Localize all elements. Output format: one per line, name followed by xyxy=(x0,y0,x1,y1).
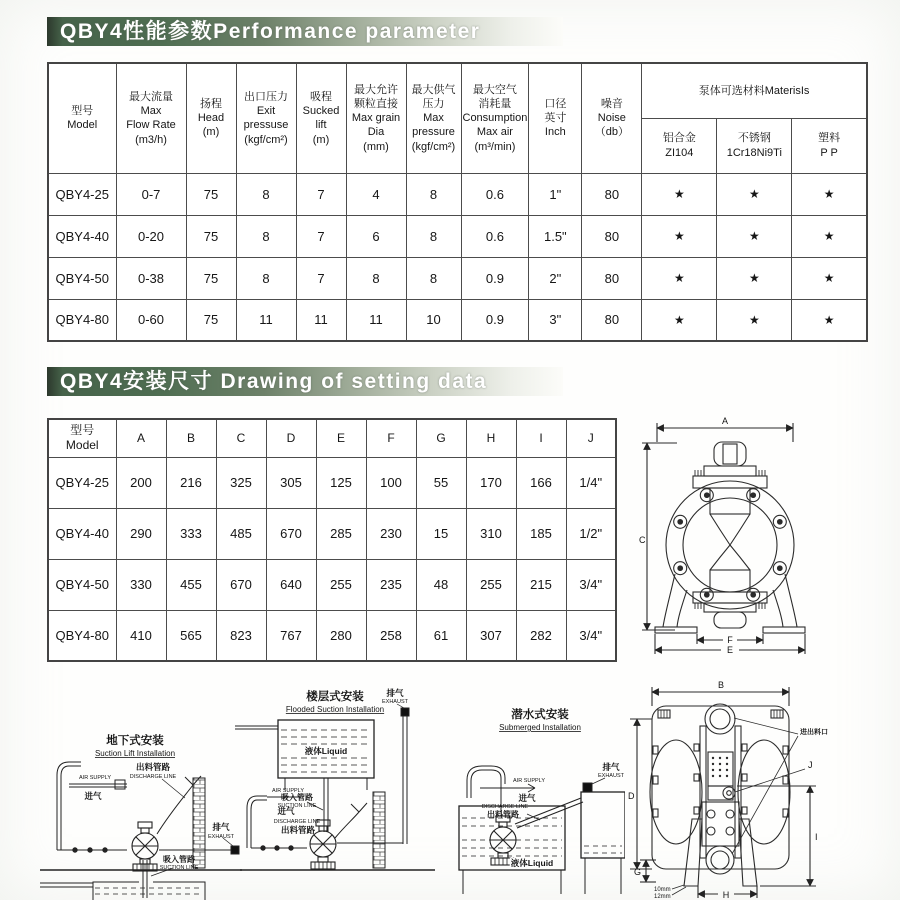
value-cell: 670 xyxy=(266,508,316,559)
submerged-title-en: Submerged Installation xyxy=(499,723,581,732)
value-cell: 8 xyxy=(406,173,461,215)
perf-header-inch: 口径 英寸 Inch xyxy=(529,63,582,173)
dims-header-D: D xyxy=(266,419,316,457)
dims-header-E: E xyxy=(316,419,366,457)
side-view-lines xyxy=(630,687,816,898)
dims-header-I: I xyxy=(516,419,566,457)
dimensions-table-head xyxy=(48,419,616,457)
performance-table-body xyxy=(48,173,867,341)
dim-f-label: F xyxy=(727,635,733,645)
exhaust-label-zh: 排气 xyxy=(602,762,620,772)
air-supply-label-en: AIR SUPPLY xyxy=(79,775,111,781)
material-star-cell: ★ xyxy=(642,257,717,299)
dims-table-row xyxy=(48,610,616,661)
dims-header-H: H xyxy=(466,419,516,457)
value-cell: 410 xyxy=(116,610,166,661)
exhaust-label-zh: 排气 xyxy=(212,822,230,832)
performance-table-head xyxy=(48,63,867,173)
model-cell: QBY4-40 xyxy=(48,508,116,559)
dims-header-model: 型号 Model xyxy=(48,419,116,457)
value-cell: 75 xyxy=(186,173,236,215)
value-cell: 80 xyxy=(582,215,642,257)
dims-table-row xyxy=(48,559,616,610)
value-cell: 80 xyxy=(582,299,642,341)
air-supply-label-en: AIR SUPPLY xyxy=(272,788,304,794)
value-cell: 6 xyxy=(346,215,406,257)
note-12mm: 12mm xyxy=(654,894,671,900)
value-cell: 640 xyxy=(266,559,316,610)
dim-h-label: H xyxy=(722,890,730,900)
value-cell: 125 xyxy=(316,457,366,508)
value-cell: 8 xyxy=(236,257,296,299)
material-star-cell: ★ xyxy=(642,299,717,341)
value-cell: 0.9 xyxy=(461,299,529,341)
value-cell: 0-7 xyxy=(116,173,186,215)
performance-table xyxy=(47,62,868,342)
perf-header-model: 型号 Model xyxy=(48,63,116,173)
dims-header-B: B xyxy=(166,419,216,457)
value-cell: 310 xyxy=(466,508,516,559)
discharge-line-label-en: DISCHARGE LINE xyxy=(129,774,177,780)
exhaust-label-en: EXHAUST xyxy=(208,834,234,840)
value-cell: 100 xyxy=(366,457,416,508)
suction-lift-title-zh: 地下式安装 xyxy=(106,735,164,747)
dims-header-A: A xyxy=(116,419,166,457)
dims-table-row xyxy=(48,508,616,559)
value-cell: 3" xyxy=(529,299,582,341)
air-supply-label-zh: 进气 xyxy=(518,793,536,803)
dims-header-F: F xyxy=(366,419,416,457)
material-star-cell: ★ xyxy=(792,299,867,341)
value-cell: 8 xyxy=(236,173,296,215)
value-cell: 216 xyxy=(166,457,216,508)
suction-line-label-en: SUCTION LINE xyxy=(159,865,199,871)
perf-table-row xyxy=(48,173,867,215)
value-cell: 767 xyxy=(266,610,316,661)
value-cell: 0-38 xyxy=(116,257,186,299)
value-cell: 80 xyxy=(582,173,642,215)
perf-header-head: 扬程 Head (m) xyxy=(186,63,236,173)
perf-header-max-grain: 最大允许 颗粒直接 Max grain Dia (mm) xyxy=(346,63,406,173)
dim-d-label: D xyxy=(628,791,635,801)
model-cell: QBY4-25 xyxy=(48,457,116,508)
discharge-line-label-zh: 出料管路 xyxy=(280,825,316,835)
perf-table-row xyxy=(48,257,867,299)
value-cell: 485 xyxy=(216,508,266,559)
suction-lift-title-en: Suction Lift Installation xyxy=(94,749,176,758)
material-star-cell: ★ xyxy=(792,215,867,257)
performance-section-banner: QBY4性能参数Performance parameter xyxy=(47,17,563,46)
material-star-cell: ★ xyxy=(642,173,717,215)
material-star-cell: ★ xyxy=(792,257,867,299)
value-cell: 0-60 xyxy=(116,299,186,341)
dim-c-label: C xyxy=(639,535,646,545)
pump-front-view-drawing xyxy=(635,412,890,670)
material-star-cell: ★ xyxy=(717,215,792,257)
value-cell: 8 xyxy=(406,257,461,299)
value-cell: 15 xyxy=(416,508,466,559)
material-star-cell: ★ xyxy=(717,173,792,215)
value-cell: 235 xyxy=(366,559,416,610)
value-cell: 307 xyxy=(466,610,516,661)
value-cell: 1/2" xyxy=(566,508,616,559)
model-cell: QBY4-80 xyxy=(48,299,116,341)
materials-group-header: 泵体可选材料MaterisIs xyxy=(642,63,867,118)
dimensions-table-body xyxy=(48,457,616,661)
value-cell: 7 xyxy=(296,215,346,257)
value-cell: 200 xyxy=(116,457,166,508)
material-star-cell: ★ xyxy=(792,173,867,215)
perf-table-row xyxy=(48,299,867,341)
discharge-line-label-en: DISCHARGE LINE xyxy=(481,804,529,810)
perf-header-max-air-pressure: 最大供气 压力 Max pressure (kgf/cm²) xyxy=(406,63,461,173)
value-cell: 330 xyxy=(116,559,166,610)
material-header-1: 不锈钢 1Cr18Ni9Ti xyxy=(717,118,792,173)
material-star-cell: ★ xyxy=(717,257,792,299)
value-cell: 1/4" xyxy=(566,457,616,508)
dim-e-label: E xyxy=(726,645,734,655)
dims-header-J: J xyxy=(566,419,616,457)
value-cell: 11 xyxy=(296,299,346,341)
value-cell: 8 xyxy=(406,215,461,257)
value-cell: 0.6 xyxy=(461,173,529,215)
pump-side-view-drawing xyxy=(622,674,900,900)
perf-header-exit-pressure: 出口压力 Exit pressuse (kgf/cm²) xyxy=(236,63,296,173)
front-view-lines xyxy=(642,423,805,654)
value-cell: 2" xyxy=(529,257,582,299)
dim-i-label: I xyxy=(815,832,818,842)
material-star-cell: ★ xyxy=(717,299,792,341)
model-cell: QBY4-50 xyxy=(48,257,116,299)
submerged-diagram xyxy=(459,766,625,894)
exhaust-label-en: EXHAUST xyxy=(382,699,408,705)
value-cell: 8 xyxy=(236,215,296,257)
model-cell: QBY4-25 xyxy=(48,173,116,215)
drawing-section-banner: QBY4安装尺寸 Drawing of setting data xyxy=(47,367,563,396)
dim-a-label: A xyxy=(721,416,729,426)
liquid-label: 液体Liquid xyxy=(304,746,348,756)
discharge-line-label-en: DISCHARGE LINE xyxy=(273,819,321,825)
value-cell: 305 xyxy=(266,457,316,508)
value-cell: 185 xyxy=(516,508,566,559)
pump-icon xyxy=(132,822,158,871)
suction-line-label-zh: 吸入管路 xyxy=(163,855,195,864)
discharge-line-label-zh: 出料管路 xyxy=(135,762,171,772)
air-supply-label-en: AIR SUPPLY xyxy=(513,778,545,784)
value-cell: 0-20 xyxy=(116,215,186,257)
flooded-title-zh: 楼层式安装 xyxy=(306,691,364,703)
value-cell: 282 xyxy=(516,610,566,661)
value-cell: 48 xyxy=(416,559,466,610)
value-cell: 7 xyxy=(296,257,346,299)
value-cell: 333 xyxy=(166,508,216,559)
value-cell: 455 xyxy=(166,559,216,610)
perf-header-max-flow: 最大流量 Max Flow Rate (m3/h) xyxy=(116,63,186,173)
value-cell: 55 xyxy=(416,457,466,508)
model-cell: QBY4-50 xyxy=(48,559,116,610)
value-cell: 75 xyxy=(186,257,236,299)
value-cell: 80 xyxy=(582,257,642,299)
value-cell: 75 xyxy=(186,299,236,341)
value-cell: 258 xyxy=(366,610,416,661)
dim-j-label: J xyxy=(808,760,813,770)
value-cell: 255 xyxy=(316,559,366,610)
material-star-cell: ★ xyxy=(642,215,717,257)
perf-table-row xyxy=(48,215,867,257)
perf-header-noise: 噪音 Noise （db） xyxy=(582,63,642,173)
value-cell: 670 xyxy=(216,559,266,610)
value-cell: 230 xyxy=(366,508,416,559)
exhaust-label-zh: 排气 xyxy=(386,688,404,698)
dims-header-G: G xyxy=(416,419,466,457)
dim-g-label: G xyxy=(634,867,642,877)
value-cell: 1.5" xyxy=(529,215,582,257)
air-supply-label-zh: 进气 xyxy=(277,806,295,816)
dimensions-table xyxy=(47,418,617,662)
value-cell: 565 xyxy=(166,610,216,661)
suction-line-label-zh: 吸入管路 xyxy=(281,793,313,802)
model-cell: QBY4-40 xyxy=(48,215,116,257)
suction-line-label-en: SUCTION LINE xyxy=(277,803,317,809)
discharge-line-label-zh: 出料管路 xyxy=(487,810,519,819)
submerged-title-zh: 潜水式安装 xyxy=(511,709,569,721)
perf-header-sucked-lift: 吸程 Sucked lift (m) xyxy=(296,63,346,173)
installation-diagrams xyxy=(35,680,625,900)
value-cell: 61 xyxy=(416,610,466,661)
flooded-title-en: Flooded Suction Installation xyxy=(285,705,385,714)
value-cell: 3/4" xyxy=(566,559,616,610)
value-cell: 255 xyxy=(466,559,516,610)
value-cell: 0.9 xyxy=(461,257,529,299)
dims-header-C: C xyxy=(216,419,266,457)
value-cell: 823 xyxy=(216,610,266,661)
material-header-2: 塑料 P P xyxy=(792,118,867,173)
value-cell: 1" xyxy=(529,173,582,215)
model-cell: QBY4-80 xyxy=(48,610,116,661)
value-cell: 166 xyxy=(516,457,566,508)
air-supply-label-zh: 进气 xyxy=(84,791,102,801)
liquid-label: 液体Liquid xyxy=(510,858,554,868)
value-cell: 215 xyxy=(516,559,566,610)
port-label: 进出料口 xyxy=(800,729,828,736)
dim-b-label: B xyxy=(717,680,725,690)
value-cell: 285 xyxy=(316,508,366,559)
flooded-suction-diagram xyxy=(235,704,435,870)
value-cell: 10 xyxy=(406,299,461,341)
note-10mm: 10mm xyxy=(654,887,671,893)
material-header-0: 铝合金 ZI104 xyxy=(642,118,717,173)
value-cell: 8 xyxy=(346,257,406,299)
value-cell: 4 xyxy=(346,173,406,215)
value-cell: 7 xyxy=(296,173,346,215)
value-cell: 280 xyxy=(316,610,366,661)
value-cell: 325 xyxy=(216,457,266,508)
value-cell: 11 xyxy=(236,299,296,341)
perf-header-air-consumption: 最大空气 消耗量 Consumption Max air (m³/min) xyxy=(461,63,529,173)
exhaust-label-en: EXHAUST xyxy=(598,773,624,779)
value-cell: 170 xyxy=(466,457,516,508)
value-cell: 11 xyxy=(346,299,406,341)
dims-table-row xyxy=(48,457,616,508)
value-cell: 3/4" xyxy=(566,610,616,661)
value-cell: 290 xyxy=(116,508,166,559)
value-cell: 0.6 xyxy=(461,215,529,257)
value-cell: 75 xyxy=(186,215,236,257)
